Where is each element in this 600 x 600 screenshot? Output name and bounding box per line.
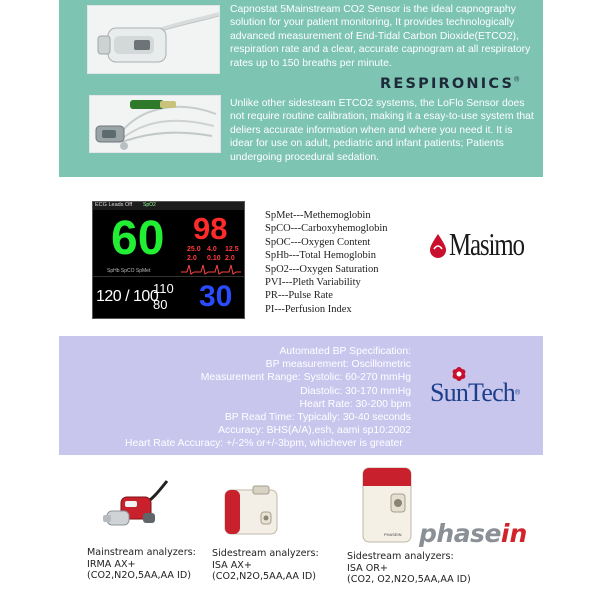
device-label: PHASEIN	[384, 532, 402, 537]
spmet-value: 12.5	[225, 246, 239, 253]
masimo-panel	[59, 186, 543, 324]
isa-ax-analyzer-image	[221, 484, 281, 536]
spec-spmet: SpMet---Methemoglobin	[265, 210, 371, 221]
capnostat-description: Capnostat 5Mainstream CO2 Sensor is the ideal capnography solution for your patient monitoring, It provides technologically advanced measurement of End-Tidal Carbon Dioxide(ETCO2), respiration rate and a clear, accurate capnogram at all respiratory rates up to 150 breaths per minute.	[230, 4, 531, 69]
bp-spec-accuracy: Accuracy: BHS(A/A),esh, aami sp10:2002	[218, 425, 411, 437]
suntech-registered-mark: ®	[515, 389, 521, 397]
isa-or-label-type: Sidestream analyzers:	[347, 551, 454, 562]
isa-ax-label-gases: (CO2,N2O,5AA,AA ID)	[212, 571, 316, 583]
bp-aux-bottom-value: 80	[153, 297, 168, 312]
bp-spec-hr-accuracy: Heart Rate Accuracy: +/-2% or+/-3bpm, whichever is greater	[125, 438, 403, 449]
isa-or-analyzer-label	[347, 551, 471, 586]
patient-monitor-screen	[92, 201, 245, 319]
masimo-logo	[428, 228, 524, 263]
spo2-value: 98	[193, 211, 228, 246]
bp-specification-list	[201, 345, 411, 437]
phasein-wordmark-in: in	[500, 519, 528, 548]
bp-spec-systolic: Measurement Range: Systolic: 60-270 mmHg	[200, 372, 411, 384]
spec-spoc: SpOC---Oxygen Content	[265, 236, 371, 248]
pulse-rate-value: 60	[111, 212, 165, 265]
capnography-panel	[59, 0, 543, 177]
masimo-parameter-list	[265, 209, 388, 316]
monitor-top-label: SpO2	[143, 202, 156, 208]
loflo-description: Unlike other sidesteam ETCO2 systems, the LoFlo Sensor does not require routine calibration, making it a esay-to-use system that deliers accurate information when and where you need it. It is idear for use on adult, pediatric and infant patients; Patients undergoing procedural sedation.	[230, 98, 534, 163]
spec-spo2: SpO2---Oxygen Saturation	[265, 263, 379, 275]
isa-or-label-model: ISA OR+	[347, 562, 388, 574]
spec-pi: PI---Perfusion Index	[265, 303, 352, 315]
pleth-waveform	[181, 262, 241, 276]
capnostat-sensor-photo	[87, 5, 220, 74]
phasein-logo	[419, 519, 527, 548]
suntech-logo	[430, 366, 524, 410]
spec-pr: PR---Pulse Rate	[265, 290, 333, 302]
spec-spco: SpCO---Carboxyhemoglobin	[265, 223, 388, 235]
bp-aux-top-value: 110	[153, 281, 174, 296]
isa-ax-label-model: ISA AX+	[212, 559, 252, 571]
isa-ax-label-type: Sidestream analyzers:	[212, 548, 319, 559]
monitor-sub-label: SpHb SpCO SpMet	[107, 268, 151, 274]
bp-spec-title: Automated BP Specification:	[279, 346, 411, 357]
respironics-wordmark: RESPIRONICS	[380, 76, 515, 92]
bp-spec-heart-rate: Heart Rate: 30-200 bpm	[299, 398, 411, 410]
monitor-divider	[93, 276, 244, 277]
respiration-rate-value: 30	[199, 280, 233, 313]
isa-or-label-gases: (CO2, O2,N2O,5AA,AA ID)	[347, 574, 471, 586]
spco-value: 4.0	[207, 246, 217, 253]
irma-analyzer-image	[103, 477, 169, 539]
suntech-wordmark: SunTech	[430, 378, 516, 407]
irma-label-model: IRMA AX+	[87, 558, 136, 570]
sphb-value: 25.0	[187, 246, 201, 253]
loflo-sensor-photo	[89, 95, 221, 153]
irma-label-type: Mainstream analyzers:	[87, 547, 196, 558]
suntech-panel	[59, 336, 543, 455]
respironics-logo	[380, 75, 519, 93]
masimo-wordmark: Masimo	[449, 228, 524, 263]
isa-ax-analyzer-label	[212, 548, 319, 583]
blood-pressure-value: 120 / 100	[96, 288, 159, 305]
bp-spec-read-time: BP Read Time: Typically: 30-40 seconds	[224, 412, 411, 424]
pvi-value: 2.0	[225, 255, 235, 262]
bp-spec-diastolic: Diastolic: 30-170 mmHg	[300, 385, 411, 397]
monitor-header-label: ECG Leads Off	[95, 202, 133, 208]
phasein-wordmark-phase: phase	[419, 519, 501, 548]
spoc-value: 2.0	[187, 255, 197, 262]
suntech-wordmark-group	[430, 378, 520, 408]
spec-pvi: PVI---Pleth Variability	[265, 277, 361, 289]
masimo-drop-icon	[428, 233, 448, 259]
pi-value: 0.10	[207, 255, 221, 262]
bp-spec-method: BP measurement: Oscillometric	[265, 359, 411, 371]
registered-mark: ®	[514, 76, 520, 84]
irma-label-gases: (CO2,N2O,5AA,AA ID)	[87, 570, 191, 582]
irma-analyzer-label	[87, 547, 196, 582]
spec-sphb: SpHb---Total Hemoglobin	[265, 250, 376, 262]
